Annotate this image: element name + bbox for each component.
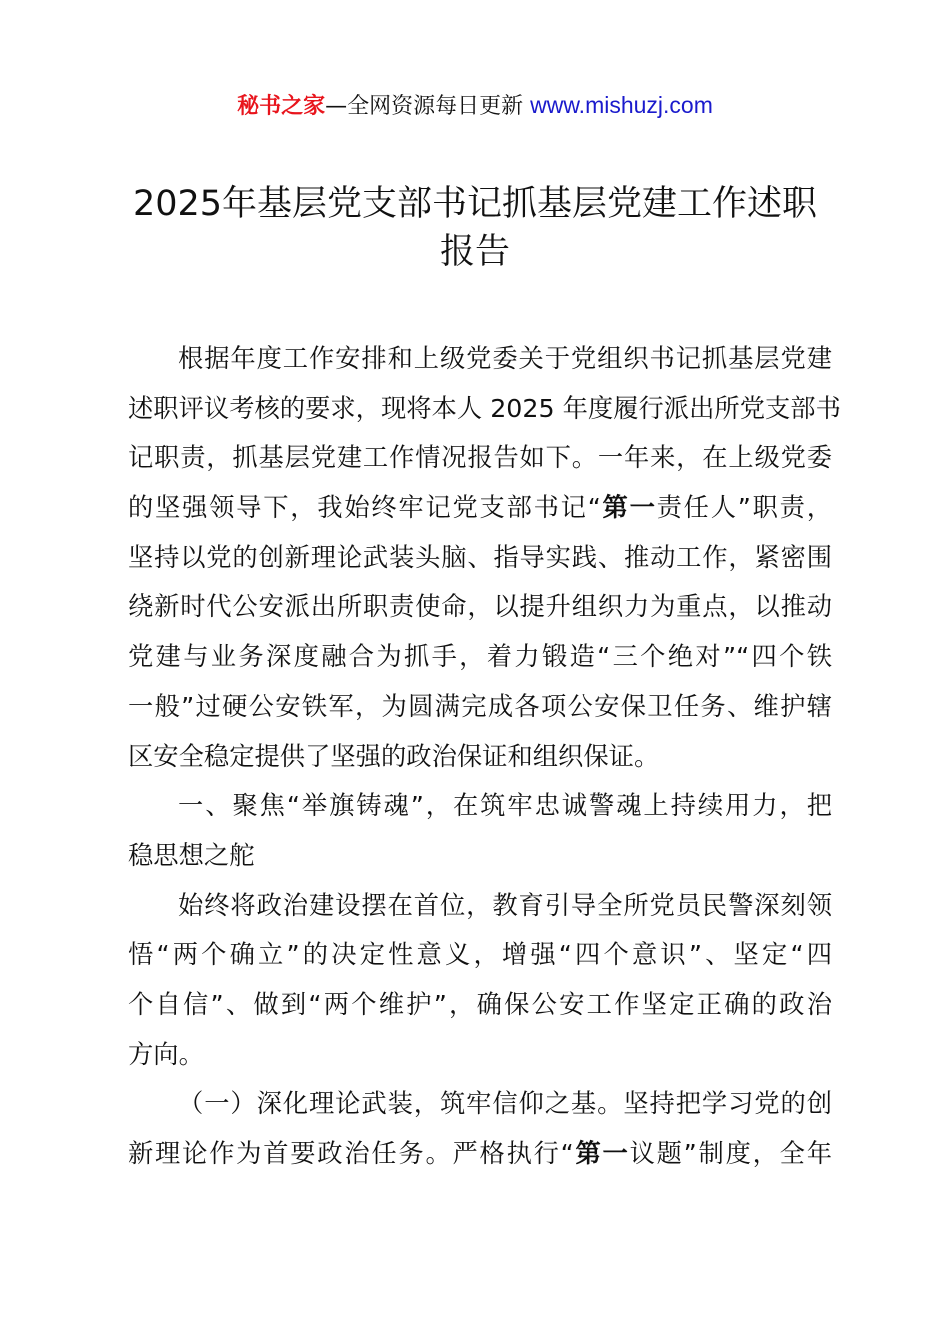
site-tagline: —全网资源每日更新 [325, 94, 524, 119]
section-heading [128, 781, 832, 880]
text-line: 方向。 [128, 1039, 204, 1069]
text-line: 始终将政治建设摆在首位，教育引导全所党员民警深刻领 [178, 890, 832, 920]
site-url-link[interactable]: www.mishuzj.com [530, 92, 713, 118]
brand-name: 秘书之家 [237, 94, 326, 119]
text-run: 责任人”职责， [656, 493, 832, 523]
site-header [0, 88, 950, 124]
text-line: 一、聚焦“举旗铸魂”，在筑牢忠诚警魂上持续用力，把 [178, 791, 832, 821]
text-line: 记职责，抓基层党建工作情况报告如下。一年来，在上级党委 [128, 443, 832, 473]
text-line: 根据年度工作安排和上级党委关于党组织书记抓基层党建 [178, 344, 832, 373]
text-line [128, 483, 832, 533]
intro-paragraph [128, 334, 841, 781]
document-body [128, 334, 841, 1179]
title-line: 报告 [439, 232, 510, 272]
text-run: 新理论作为首要政治任务。严格执行“ [128, 1139, 574, 1168]
text-run: 的坚强领导下，我始终牢记党支部书记“ [128, 493, 601, 523]
text-line: 坚持以党的创新理论武装头脑、指导实践、推动工作，紧密围 [128, 542, 832, 572]
bold-emphasis: 第一 [600, 493, 657, 523]
text-run: 议题”制度，全年 [629, 1139, 832, 1168]
text-line: （一）深化理论武装，筑牢信仰之基。坚持把学习党的创 [178, 1089, 832, 1119]
title-line: 2025年基层党支部书记抓基层党建工作述职 [132, 184, 818, 224]
text-line: 个自信”、做到“两个维护”，确保公安工作坚定正确的政治 [128, 989, 832, 1019]
text-line: 悟“两个确立”的决定性意义，增强“四个意识”、坚定“四 [128, 940, 832, 970]
text-line: 区安全稳定提供了坚强的政治保证和组织保证。 [128, 741, 660, 771]
bold-emphasis: 第一 [573, 1139, 630, 1168]
subsection-paragraph [128, 1079, 832, 1178]
text-line: 党建与业务深度融合为抓手，着力锻造“三个绝对”“四个铁 [128, 642, 832, 672]
text-line: 一般”过硬公安铁军，为圆满完成各项公安保卫任务、维护辖 [128, 691, 832, 721]
text-line: 述职评议考核的要求，现将本人 2025 年度履行派出所党支部书 [128, 393, 841, 423]
document-title [0, 180, 950, 276]
text-line [128, 1129, 832, 1179]
section-paragraph [128, 881, 832, 1080]
text-line: 稳思想之舵 [128, 840, 255, 870]
text-line: 绕新时代公安派出所职责使命，以提升组织力为重点，以推动 [128, 592, 832, 622]
